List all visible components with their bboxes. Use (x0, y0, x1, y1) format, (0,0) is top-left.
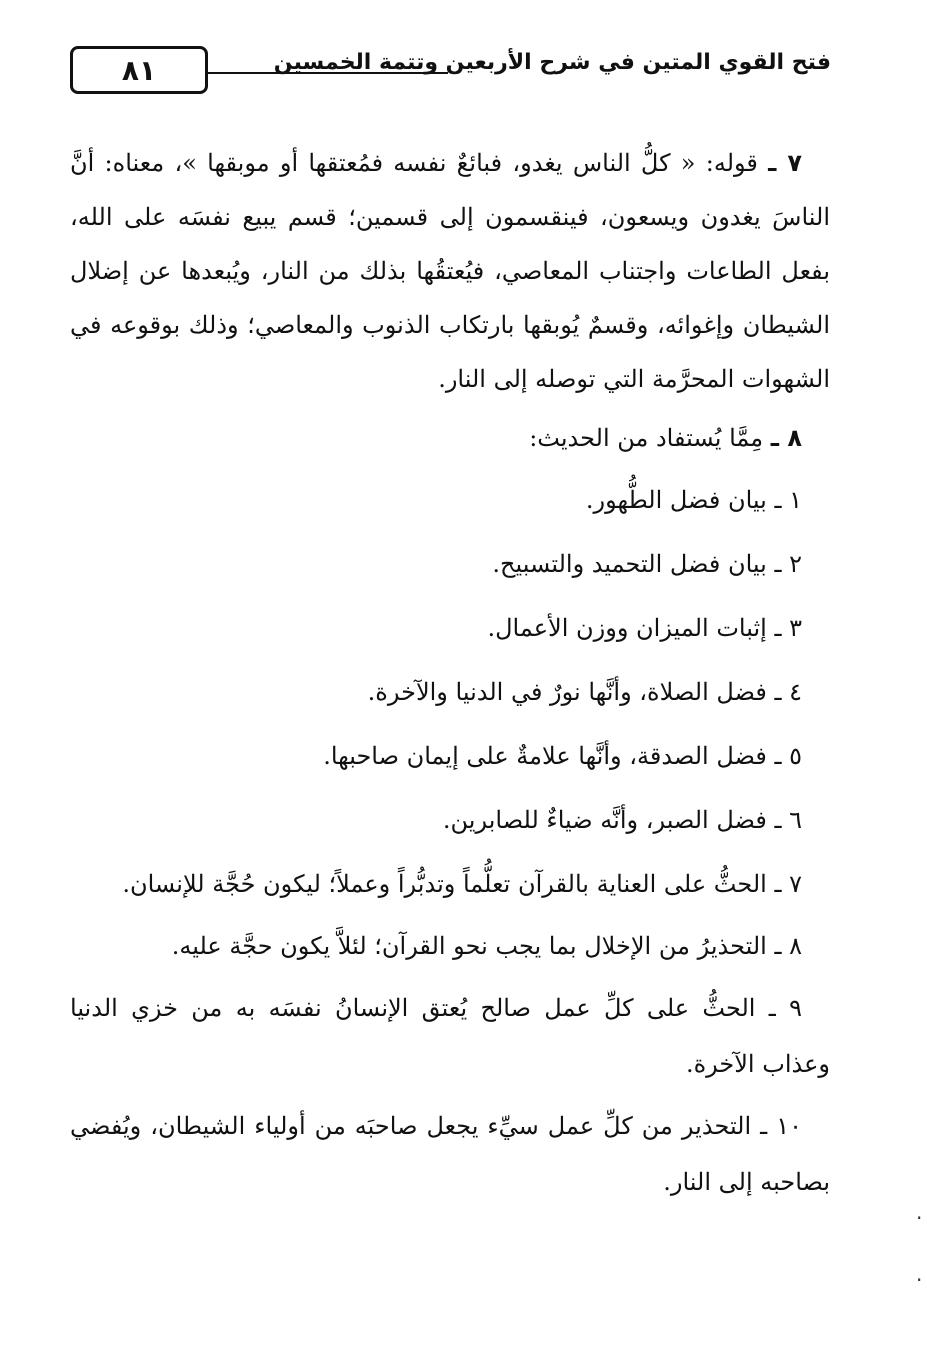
list-item: ٨ ـ التحذيرُ من الإخلال بما يجب نحو القرآن؛ لئلاَّ يكون حجَّة عليه. (171, 932, 802, 960)
list-item: ٢ ـ بيان فضل التحميد والتسبيح. (492, 550, 802, 578)
paragraph-section-8 (70, 408, 830, 468)
list-item: ٥ ـ فضل الصدقة، وأنَّها علامةٌ على إيمان صاحبها. (323, 742, 802, 770)
list-item: ٧ ـ الحثُّ على العناية بالقرآن تعلُّماً وتدبُّراً وعملاً؛ ليكون حُجَّة للإنسان. (122, 870, 802, 898)
list-item: ٩ ـ الحثُّ على كلِّ عمل صالح يُعتق الإنسانُ نفسَه به من خزي الدنيا وعذاب الآخرة. (70, 994, 830, 1078)
list-item: ٦ ـ فضل الصبر، وأنَّه ضياءٌ للصابرين. (442, 806, 802, 834)
list-item: ١ ـ بيان فضل الطُّهور. (585, 486, 802, 514)
section-text: قوله: « كلُّ الناس يغدو، فبائعٌ نفسه فمُعتقها أو موبقها »، معناه: أنَّ الناسَ يغدون ويسعون، فينقسمون إلى قسمين؛ قسم يبيع نفسَه على الله، بفعل الطاعات واجتناب المعاصي، فيُعتقُها بذلك من النار، ويُبعدها عن إضلال الشيطان وإغوائه، وقسمٌ يُوبقها بارتكاب الذنوب والمعاصي؛ وذلك بوقوعه في الشهوات المحرَّمة التي توصله إلى النار. (70, 149, 830, 393)
page-header (66, 40, 831, 98)
section-heading: مِمَّا يُستفاد من الحديث: (529, 424, 764, 452)
page-number: ٨١ (70, 46, 208, 94)
list-item: ٣ ـ إثبات الميزان ووزن الأعمال. (487, 614, 802, 642)
section-number: ٧ ـ (768, 149, 802, 177)
list-item: ٤ ـ فضل الصلاة، وأنَّها نورٌ في الدنيا والآخرة. (367, 678, 802, 706)
running-title: فتح القوي المتين في شرح الأربعين وتتمة الخمسين (273, 50, 831, 75)
list-item: ١٠ ـ التحذير من كلِّ عمل سيِّء يجعل صاحبَه من أولياء الشيطان، ويُفضي بصاحبه إلى النار. (70, 1112, 830, 1196)
margin-mark: · (916, 1206, 923, 1230)
paragraph-section-7 (70, 136, 830, 406)
section-number: ٨ ـ (770, 424, 802, 452)
margin-mark: · (916, 1268, 923, 1292)
page-body (70, 136, 830, 1216)
